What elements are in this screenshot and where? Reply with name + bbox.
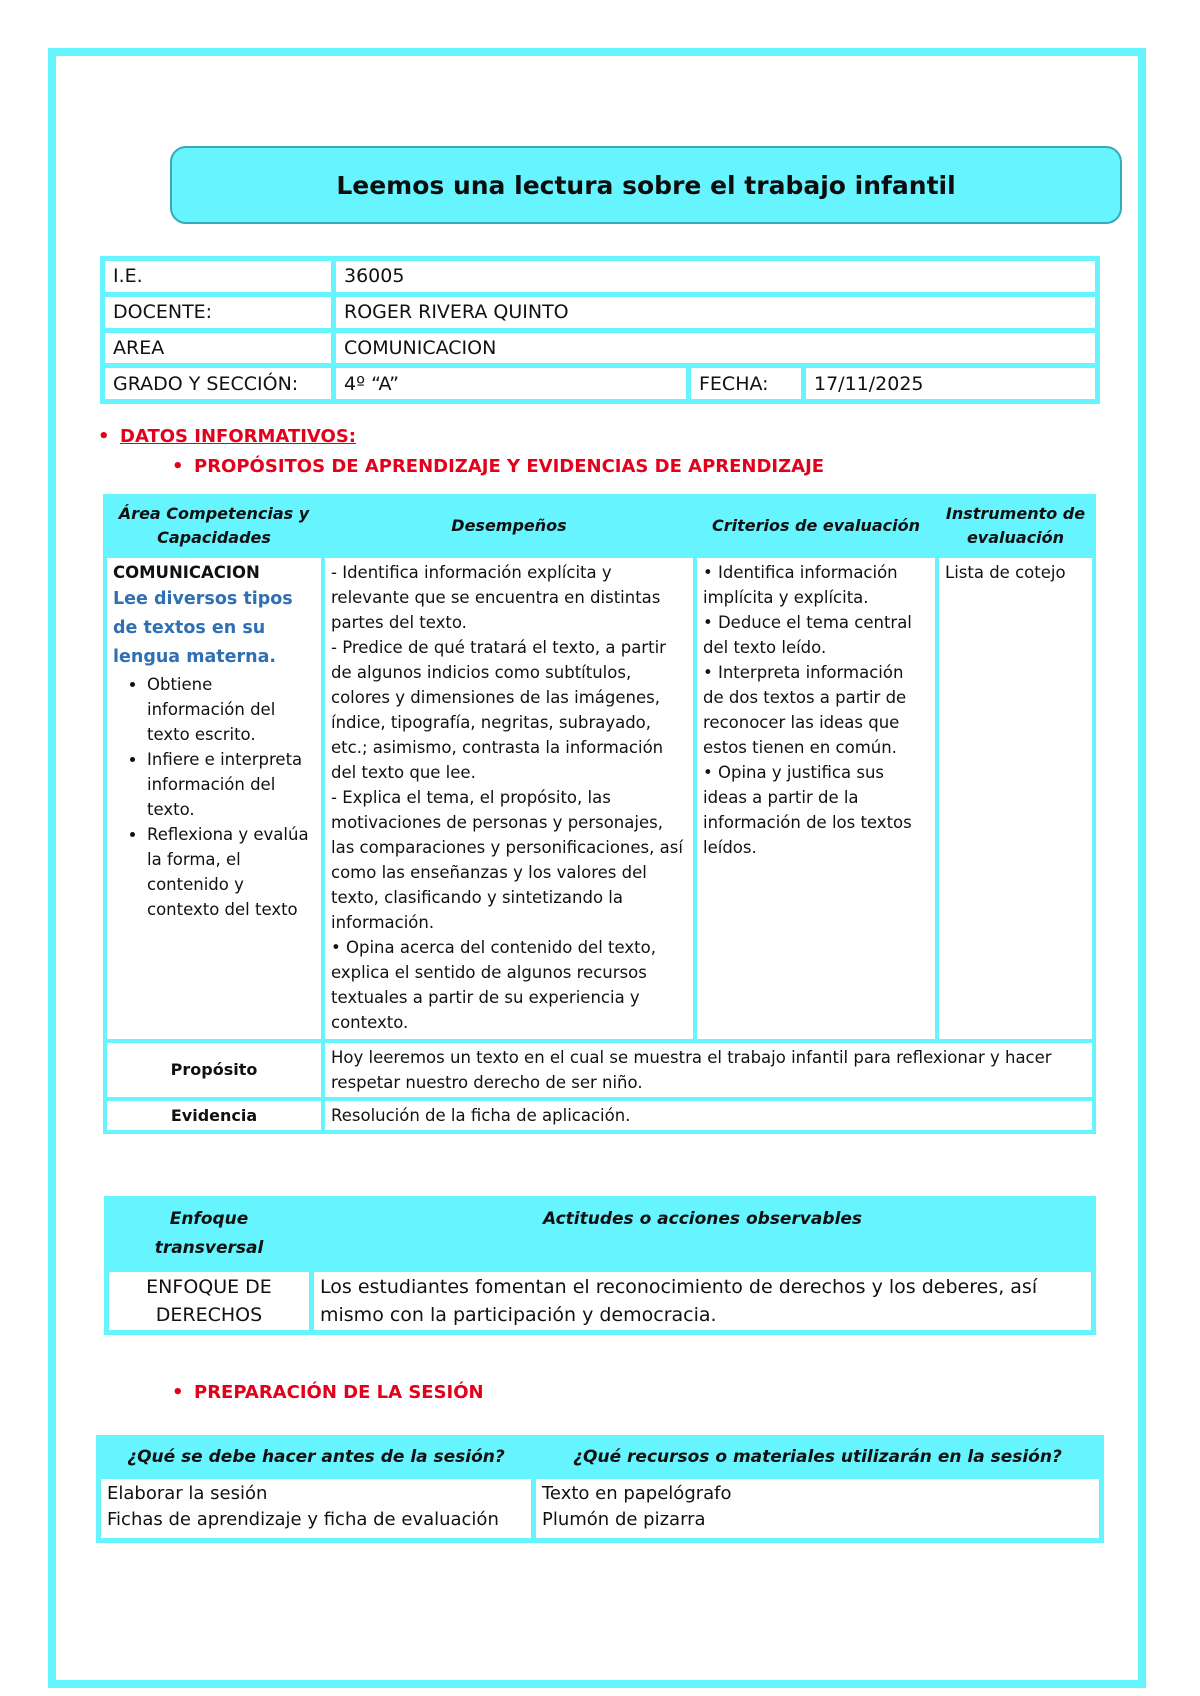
preparacion-header-row: [101, 1440, 1099, 1474]
info-row-docente: [105, 297, 1095, 328]
info-row-area: [105, 333, 1095, 364]
list-item: Fichas de aprendizaje y ficha de evaluación: [107, 1509, 499, 1530]
fecha-label: FECHA:: [691, 368, 801, 399]
info-table: [100, 256, 1100, 404]
area-title: COMUNICACION: [113, 563, 260, 583]
header-desempenos: Desempeños: [325, 498, 693, 554]
bullet-icon: •: [172, 456, 184, 477]
criterio-item: • Deduce el tema central del texto leído.: [703, 613, 912, 658]
bullet-icon: •: [98, 426, 110, 447]
list-item: Texto en papelógrafo: [542, 1483, 732, 1504]
area-label: AREA: [105, 333, 331, 364]
enfoque-body-row: [109, 1272, 1091, 1330]
area-cell: [107, 558, 321, 1039]
evidencia-label: Evidencia: [107, 1101, 321, 1130]
header-enfoque: Enfoque transversal: [109, 1201, 309, 1267]
competencias-body-row: [107, 558, 1092, 1039]
proposito-value: Hoy leeremos un texto en el cual se muestra el trabajo infantil para reflexionar y hacer respetar nuestro derecho de ser niño.: [325, 1043, 1092, 1097]
capacidades-list: [113, 672, 315, 922]
competencias-table: [103, 494, 1096, 1134]
desempeno-item: - Identifica información explícita y relevante que se encuentra en distintas partes del texto.: [331, 563, 661, 633]
desempeno-item: - Explica el tema, el propósito, las motivaciones de personas y personajes, las comparaciones y personificaciones, así como las enseñanzas y los valores del texto, clasificando y sintetizando la información.: [331, 788, 683, 933]
header-instrumento: Instrumento de evaluación: [939, 498, 1092, 554]
criterio-item: • Interpreta información de dos textos a partir de reconocer las ideas que estos tienen en común.: [703, 663, 907, 758]
area-value: COMUNICACION: [336, 333, 1095, 364]
page-title: Leemos una lectura sobre el trabajo infantil: [336, 170, 956, 200]
enfoque-value: ENFOQUE DE DERECHOS: [109, 1272, 309, 1330]
ie-value: 36005: [336, 261, 1095, 292]
recursos-cell: [536, 1479, 1099, 1538]
heading-propositos: • PROPÓSITOS DE APRENDIZAJE Y EVIDENCIAS DE APRENDIZAJE: [172, 456, 825, 477]
criterio-item: • Opina y justifica sus ideas a partir de la información de los textos leídos.: [703, 763, 912, 858]
instrumento-cell: Lista de cotejo: [939, 558, 1092, 1039]
ie-label: I.E.: [105, 261, 331, 292]
preparacion-table: [96, 1435, 1104, 1543]
info-row-grado: [105, 368, 1095, 399]
evidencia-row: [107, 1101, 1092, 1130]
enfoque-table: [104, 1196, 1096, 1335]
antes-cell: [101, 1479, 531, 1538]
heading-preparacion: • PREPARACIÓN DE LA SESIÓN: [172, 1382, 484, 1403]
title-banner: [170, 146, 1122, 224]
heading-datos-informativos: • DATOS INFORMATIVOS:: [98, 426, 357, 447]
docente-value: ROGER RIVERA QUINTO: [336, 297, 1095, 328]
docente-label: DOCENTE:: [105, 297, 331, 328]
preparacion-body-row: [101, 1479, 1099, 1538]
list-item: • Obtiene información del texto escrito.: [147, 672, 315, 747]
header-criterios: Criterios de evaluación: [697, 498, 935, 554]
enfoque-header-row: [109, 1201, 1091, 1267]
desempeno-item: • Opina acerca del contenido del texto, explica el sentido de algunos recursos textuales a partir de su experiencia y contexto.: [331, 938, 656, 1033]
proposito-row: [107, 1043, 1092, 1097]
competencia-text: Lee diversos tipos de textos en su lengua materna.: [113, 589, 293, 668]
header-area: Área Competencias y Capacidades: [107, 498, 321, 554]
proposito-label: Propósito: [107, 1043, 321, 1097]
actitudes-value: Los estudiantes fomentan el reconocimiento de derechos y los deberes, así mismo con la participación y democracia.: [314, 1272, 1091, 1330]
list-item: • Reflexiona y evalúa la forma, el contenido y contexto del texto: [147, 822, 315, 922]
list-item: • Infiere e interpreta información del texto.: [147, 747, 315, 822]
header-recursos: ¿Qué recursos o materiales utilizarán en la sesión?: [536, 1440, 1099, 1474]
desempenos-cell: [325, 558, 693, 1039]
list-item: Plumón de pizarra: [542, 1509, 706, 1530]
info-row-ie: [105, 261, 1095, 292]
desempeno-item: - Predice de qué tratará el texto, a partir de algunos indicios como subtítulos, colores y dimensiones de las imágenes, índice, tipografía, negritas, subrayado, etc.; asimismo, contrasta la información del texto que lee.: [331, 638, 666, 783]
header-antes: ¿Qué se debe hacer antes de la sesión?: [101, 1440, 531, 1474]
competencias-header-row: [107, 498, 1092, 554]
evidencia-value: Resolución de la ficha de aplicación.: [325, 1101, 1092, 1130]
bullet-icon: •: [172, 1382, 184, 1403]
list-item: Elaborar la sesión: [107, 1483, 268, 1504]
criterio-item: • Identifica información implícita y explícita.: [703, 563, 898, 608]
header-actitudes: Actitudes o acciones observables: [314, 1201, 1091, 1267]
grado-label: GRADO Y SECCIÓN:: [105, 368, 331, 399]
grado-value: 4º “A”: [336, 368, 686, 399]
criterios-cell: [697, 558, 935, 1039]
fecha-value: 17/11/2025: [806, 368, 1095, 399]
